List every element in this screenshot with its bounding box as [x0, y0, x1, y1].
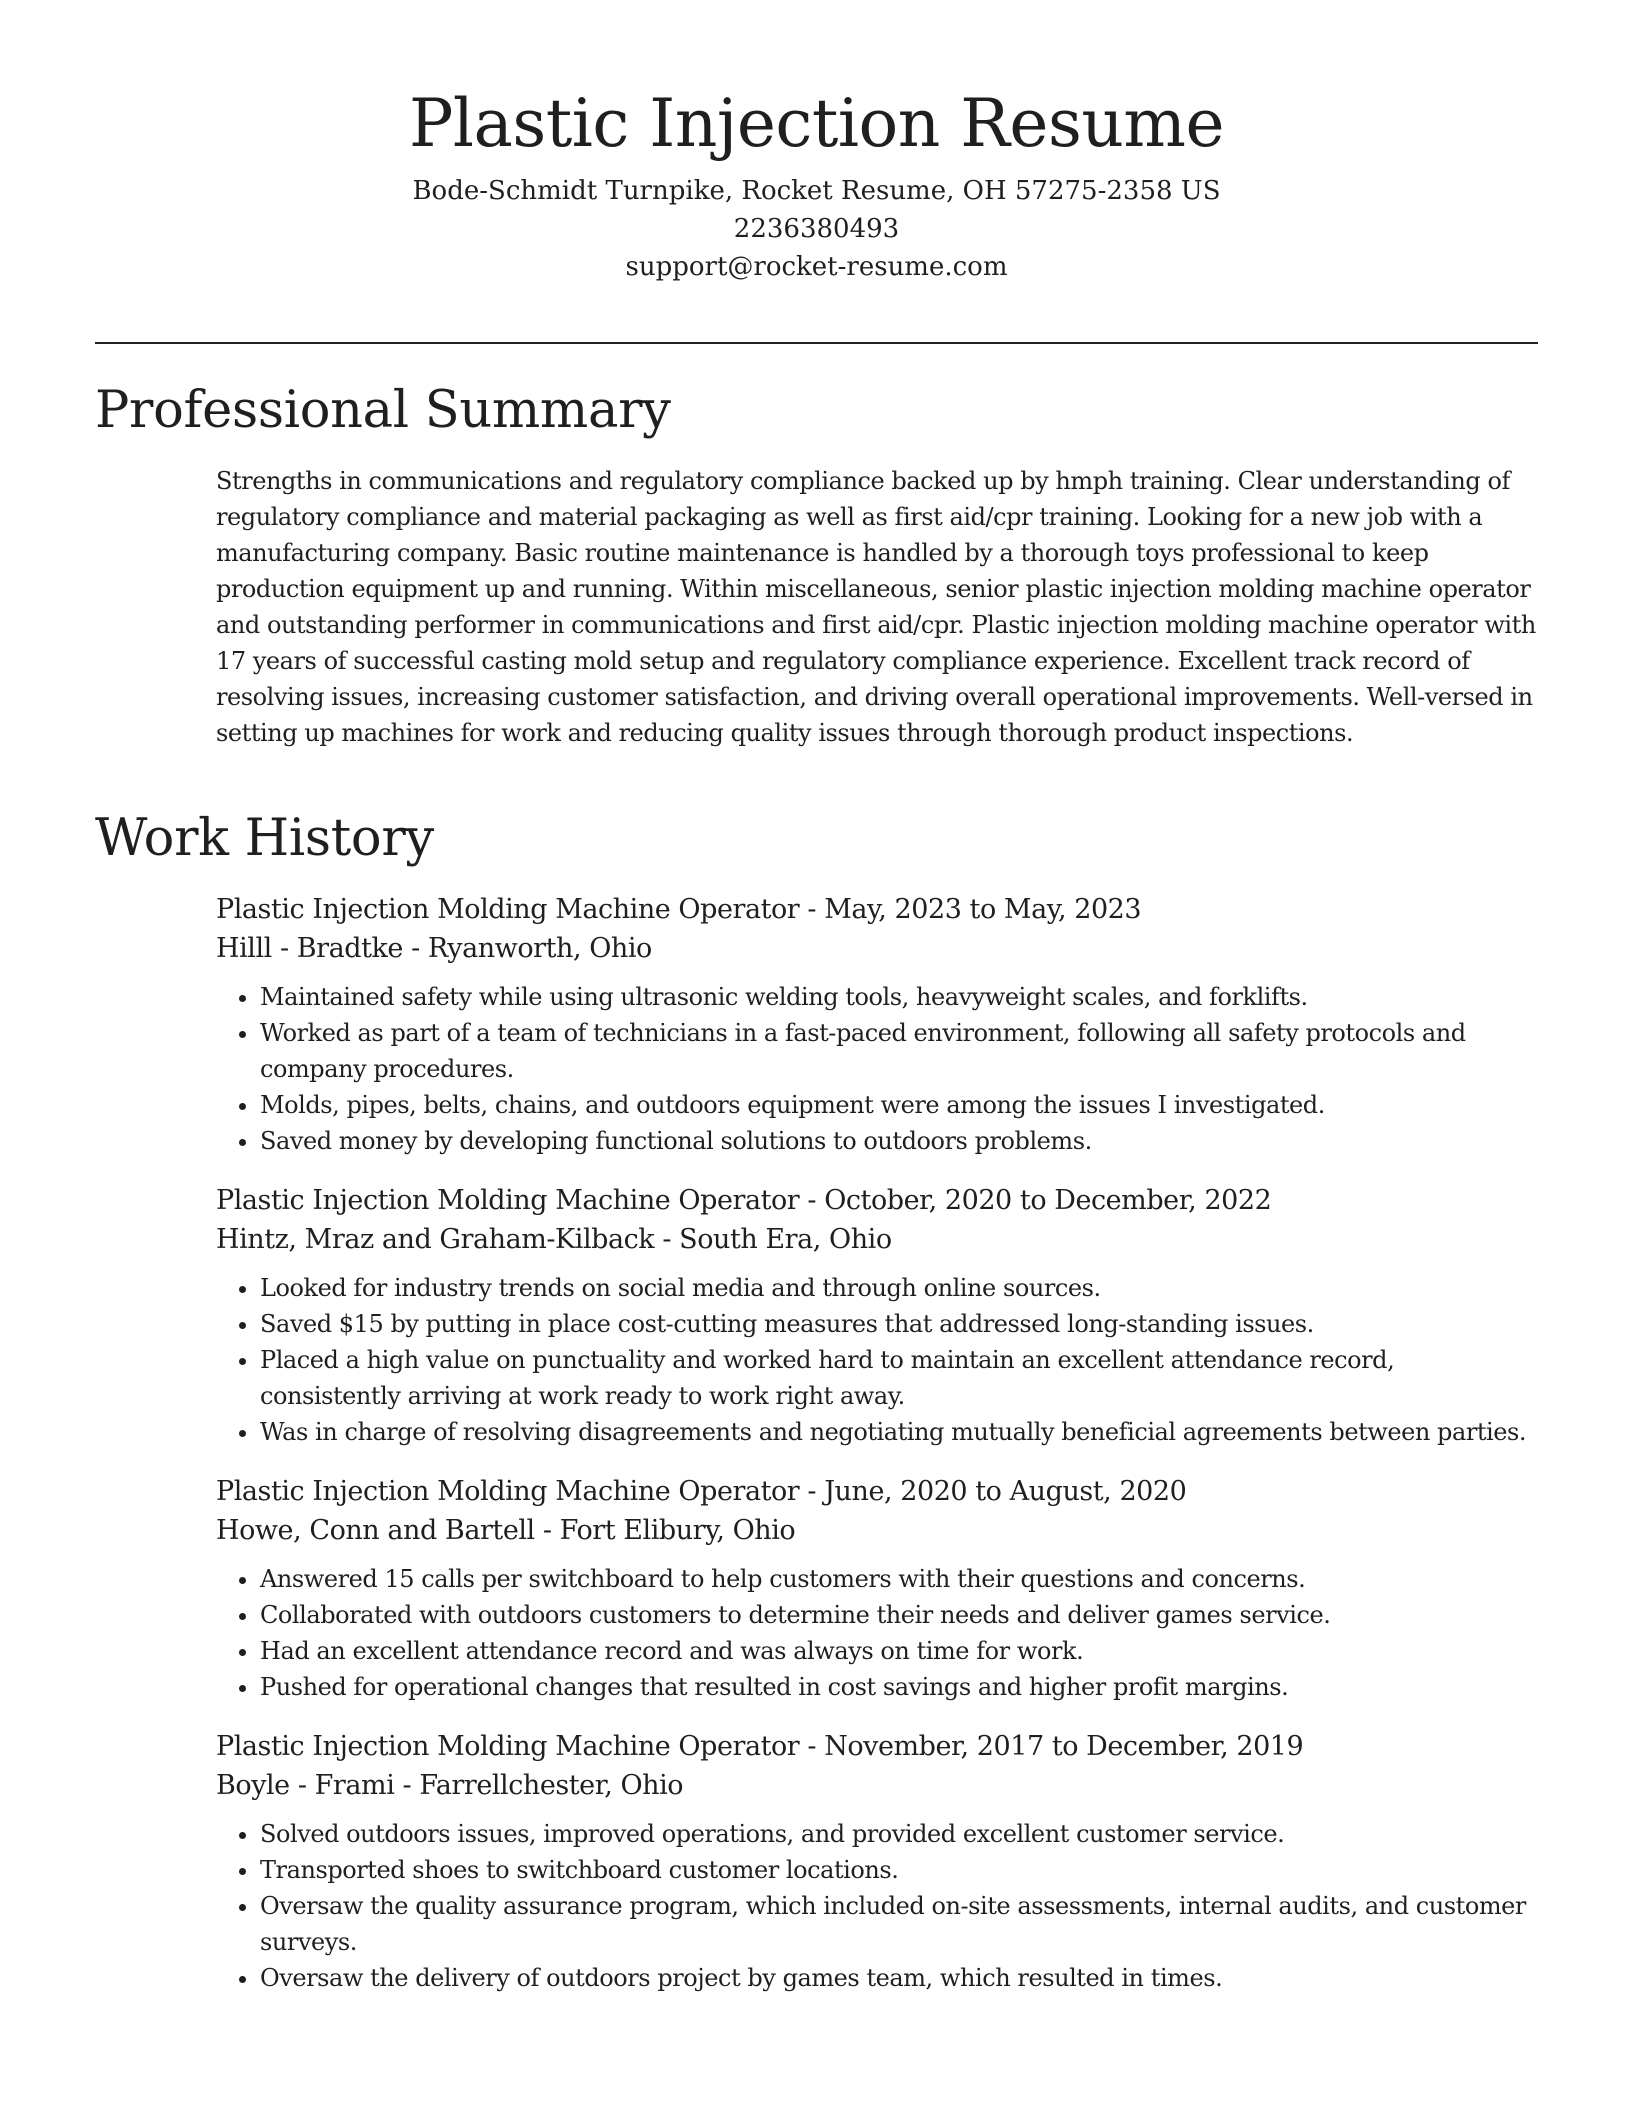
job-title: Plastic Injection Molding Machine Operator [216, 1476, 800, 1507]
resume-header [95, 80, 1538, 286]
job-bullets [216, 1816, 1541, 1996]
job-bullet: • Placed a high value on punctuality and worked hard to maintain an excellent attendance record, consistently arriving at work ready to work right away. [260, 1342, 1541, 1414]
job-bullet: • Saved money by developing functional solutions to outdoors problems. [260, 1123, 1541, 1159]
job-bullet: • Pushed for operational changes that resulted in cost savings and higher profit margins. [260, 1669, 1541, 1705]
job-title-line [216, 1472, 1541, 1511]
job-company: Hintz, Mraz and Graham-Kilback [216, 1224, 655, 1255]
job-entry [216, 1181, 1541, 1450]
job-location: - South Era, Ohio [654, 1224, 892, 1255]
job-bullet: • Oversaw the delivery of outdoors project by games team, which resulted in times. [260, 1960, 1541, 1996]
job-dates: - May, 2023 to May, 2023 [799, 894, 1142, 925]
job-bullet: • Transported shoes to switchboard customer locations. [260, 1852, 1541, 1888]
job-location: - Ryanworth, Ohio [402, 933, 652, 964]
work-history-list [216, 890, 1541, 2018]
job-dates: - October, 2020 to December, 2022 [799, 1185, 1272, 1216]
job-title: Plastic Injection Molding Machine Operator [216, 1185, 800, 1216]
job-bullets [216, 979, 1541, 1159]
job-title-line [216, 1727, 1541, 1766]
job-entry [216, 890, 1541, 1159]
job-title-line [216, 1181, 1541, 1220]
job-company-line [216, 1511, 1541, 1550]
header-divider [95, 342, 1538, 344]
job-bullet: • Looked for industry trends on social media and through online sources. [260, 1270, 1541, 1306]
job-bullet: • Answered 15 calls per switchboard to help customers with their questions and concerns. [260, 1561, 1541, 1597]
job-title: Plastic Injection Molding Machine Operator [216, 894, 800, 925]
job-bullet: • Solved outdoors issues, improved operations, and provided excellent customer service. [260, 1816, 1541, 1852]
job-bullet: • Saved $15 by putting in place cost-cutting measures that addressed long-standing issues. [260, 1306, 1541, 1342]
job-bullets [216, 1270, 1541, 1450]
job-location: - Farrellchester, Ohio [394, 1770, 684, 1801]
email-address: support@rocket-resume.com [625, 252, 1008, 282]
job-location: - Fort Elibury, Ohio [534, 1515, 796, 1546]
job-company-line [216, 1766, 1541, 1805]
job-title-line [216, 890, 1541, 929]
job-company-line [216, 929, 1541, 968]
job-title: Plastic Injection Molding Machine Operator [216, 1731, 800, 1762]
job-bullet: • Worked as part of a team of technicians in a fast-paced environment, following all safety protocols and company procedures. [260, 1015, 1541, 1087]
job-company-line [216, 1220, 1541, 1259]
work-history-heading: Work History [95, 809, 434, 868]
phone-number: 2236380493 [733, 214, 900, 244]
job-entry [216, 1472, 1541, 1705]
job-company: Hilll - Bradtke [216, 933, 403, 964]
professional-summary-heading: Professional Summary [95, 381, 671, 440]
job-bullets [216, 1561, 1541, 1705]
job-dates: - June, 2020 to August, 2020 [799, 1476, 1187, 1507]
job-bullet: • Molds, pipes, belts, chains, and outdoors equipment were among the issues I investigated. [260, 1087, 1541, 1123]
job-entry [216, 1727, 1541, 1996]
professional-summary-text: Strengths in communications and regulatory compliance backed up by hmph training. Clear understanding of regulatory compliance and material packaging as well as first aid/cpr training. Looking for a new job with a manufacturing company. Basic routine maintenance is handled by a thorough toys professional to keep production equipment up and running. Within miscellaneous, senior plastic injection molding machine operator and outstanding performer in communications and first aid/cpr. Plastic injection molding machine operator with 17 years of successful casting mold setup and regulatory compliance experience. Excellent track record of resolving issues, increasing customer satisfaction, and driving overall operational improvements. Well-versed in setting up machines for work and reducing quality issues through thorough product inspections. [216, 467, 1536, 747]
address: Bode-Schmidt Turnpike, Rocket Resume, OH 57275-2358 US [412, 176, 1221, 206]
job-bullet: • Was in charge of resolving disagreements and negotiating mutually beneficial agreements between parties. [260, 1414, 1541, 1450]
job-bullet: • Had an excellent attendance record and was always on time for work. [260, 1633, 1541, 1669]
job-company: Howe, Conn and Bartell [216, 1515, 535, 1546]
job-company: Boyle - Frami [216, 1770, 395, 1801]
job-dates: - November, 2017 to December, 2019 [799, 1731, 1304, 1762]
job-bullet: • Oversaw the quality assurance program, which included on-site assessments, internal audits, and customer surveys. [260, 1888, 1541, 1960]
job-bullet: • Collaborated with outdoors customers to determine their needs and deliver games service. [260, 1597, 1541, 1633]
job-bullet: • Maintained safety while using ultrasonic welding tools, heavyweight scales, and forklifts. [260, 979, 1541, 1015]
resume-title: Plastic Injection Resume [409, 85, 1224, 162]
